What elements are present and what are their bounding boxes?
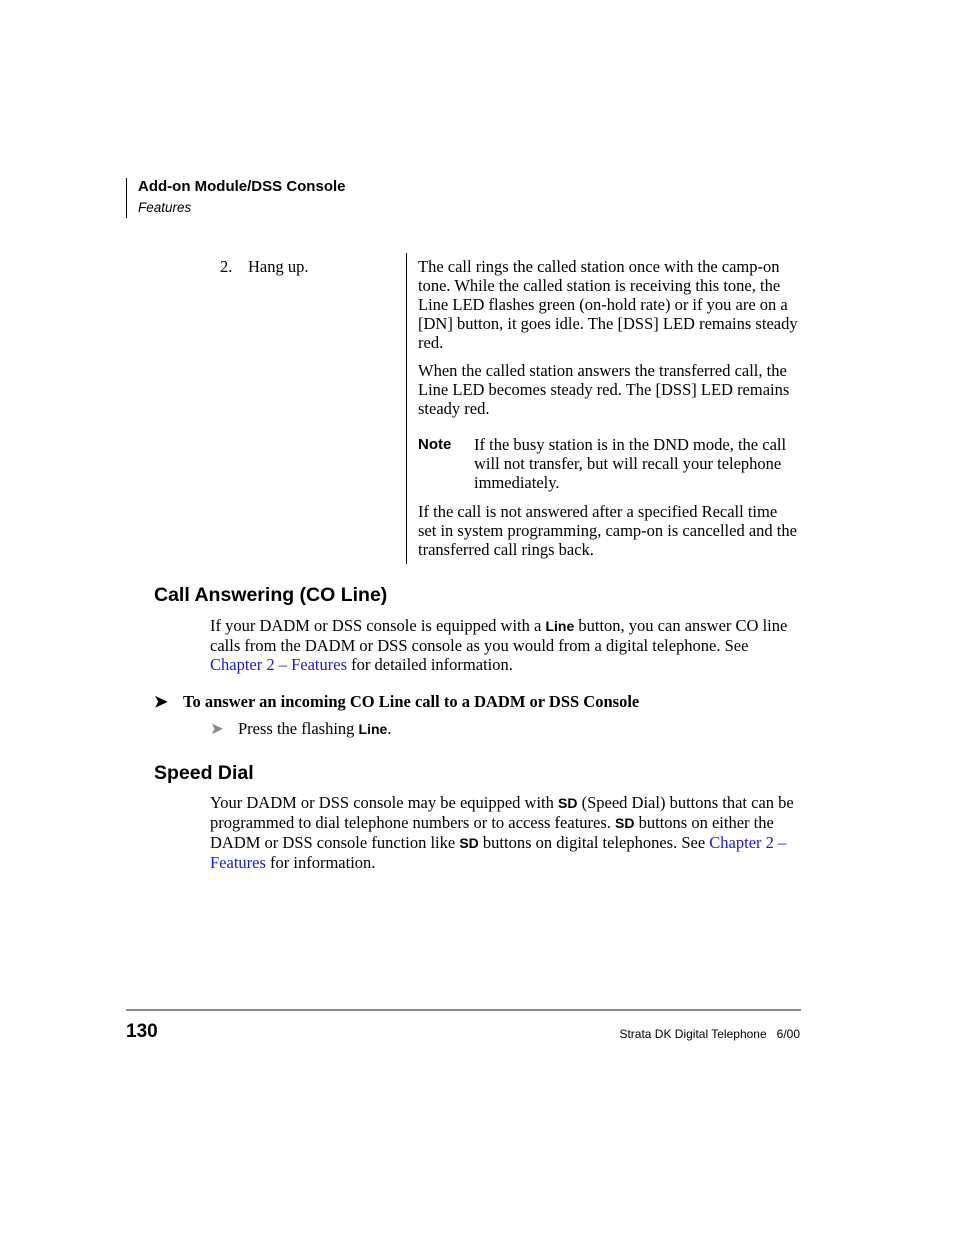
- procedure-title: To answer an incoming CO Line call to a DADM or DSS Console: [183, 692, 640, 711]
- procedure-arrow-icon: ➤: [154, 692, 168, 711]
- footer-rule: [126, 1009, 801, 1011]
- result-paragraph-3: If the call is not answered after a specified Recall time set in system programming, camp-on is cancelled and the transferred call rings back.: [418, 502, 797, 559]
- step-number: 2.: [220, 257, 233, 276]
- step-arrow-icon: ➤: [210, 719, 224, 738]
- text-span: Your DADM or DSS console may be equipped with: [210, 793, 559, 812]
- section-heading-call-answering: Call Answering (CO Line): [154, 584, 388, 606]
- text-span: for information.: [265, 853, 376, 872]
- header-subtitle: Features: [138, 200, 192, 215]
- header-title: Add-on Module/DSS Console: [138, 178, 346, 195]
- note-block: [418, 435, 798, 492]
- note-label: Note: [418, 436, 452, 453]
- text-span: Press the flashing: [238, 719, 359, 738]
- call-answering-paragraph: [210, 616, 800, 674]
- header-rule: [126, 178, 127, 218]
- text-span: .: [387, 719, 392, 738]
- sd-button-label: SD: [615, 815, 635, 831]
- text-span: If your DADM or DSS console is equipped with a: [210, 616, 546, 635]
- note-text: If the busy station is in the DND mode, the call will not transfer, but will recall your telephone immediately.: [474, 435, 787, 492]
- text-span: button, you can answer CO line calls from the DADM or DSS console as you would from a digital telephone. See: [210, 616, 788, 655]
- table-divider: [406, 253, 407, 564]
- chapter-2-link[interactable]: Chapter 2 – Features: [210, 655, 348, 674]
- page-number: 130: [126, 1021, 158, 1042]
- procedure-step: [238, 719, 391, 739]
- step-result-column: [418, 257, 798, 559]
- text-span: for detailed information.: [347, 655, 513, 674]
- text-span: (Speed Dial) buttons that can be programmed to dial telephone numbers or to access features.: [210, 793, 794, 832]
- speed-dial-paragraph: [210, 793, 800, 872]
- text-span: buttons on either the DADM or DSS console function like: [210, 813, 774, 852]
- step-text: Hang up.: [248, 257, 309, 276]
- chapter-2-link[interactable]: Chapter 2 – Features: [210, 833, 787, 872]
- sd-button-label: SD: [558, 795, 578, 811]
- result-paragraph-2: When the called station answers the transferred call, the Line LED becomes steady red. The [DSS] LED remains steady red.: [418, 361, 790, 418]
- text-span: buttons on digital telephones. See: [478, 833, 710, 852]
- sd-button-label: SD: [459, 835, 479, 851]
- line-button-label: Line: [545, 618, 575, 634]
- result-paragraph-1: The call rings the called station once with the camp-on tone. While the called station is receiving this tone, the Line LED flashes green (on-hold rate) or if you are on a [DN] button, it goes idle. The [DSS] LED remains steady red.: [418, 257, 798, 352]
- line-button-label: Line: [358, 721, 388, 737]
- footer-text: Strata DK Digital Telephone 6/00: [619, 1027, 800, 1041]
- section-heading-speed-dial: Speed Dial: [154, 762, 254, 784]
